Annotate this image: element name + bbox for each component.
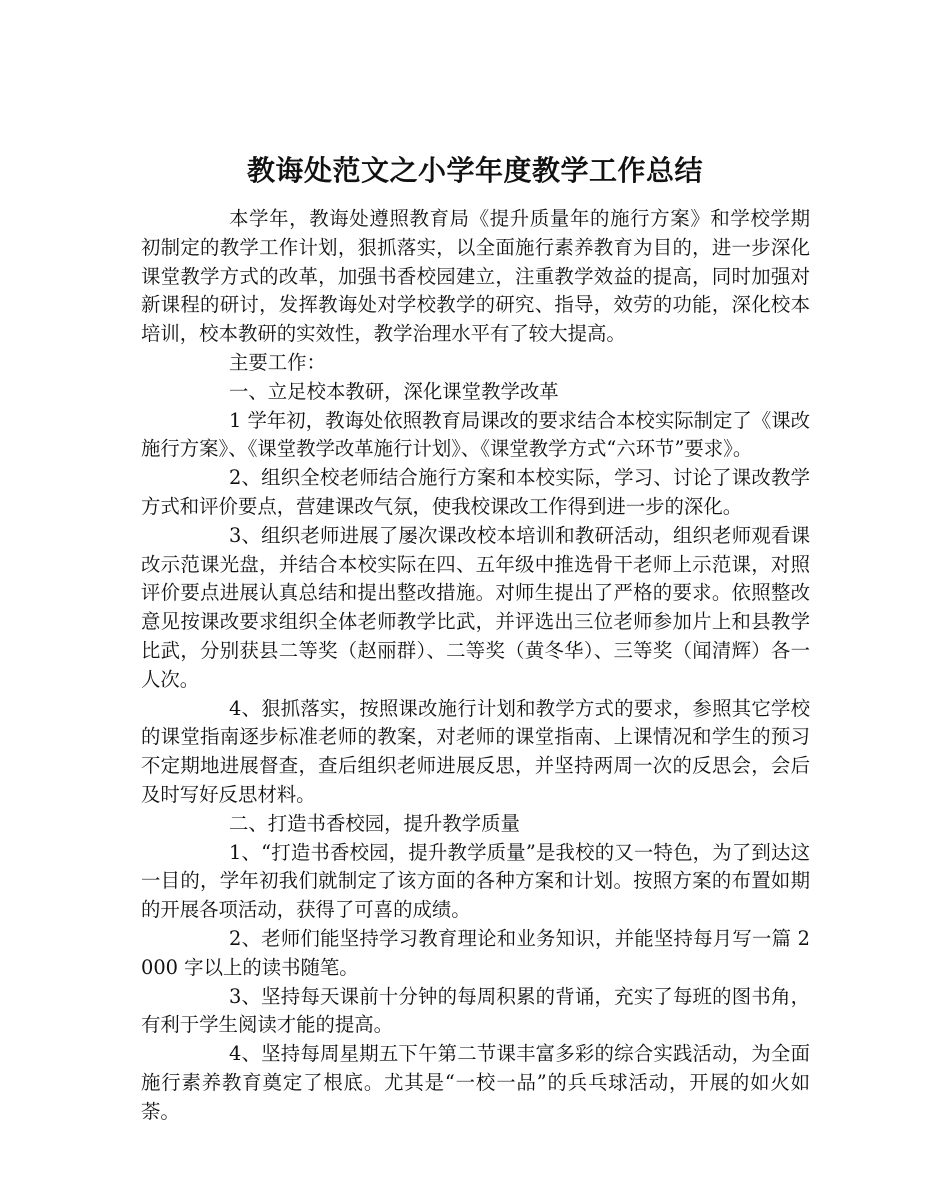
paragraph-item-1-2: 2、组织全校老师结合施行方案和本校实际，学习、讨论了课改教学方式和评价要点，营建课改气氛，使我校课改工作得到进一步的深化。: [141, 466, 810, 518]
section-heading-2: 二、打造书香校园，提升教学质量: [229, 811, 520, 835]
paragraph-item-2-1: 1、“打造书香校园，提升教学质量”是我校的又一特色，为了到达这一目的，学年初我们就制定了该方面的各种方案和计划。按照方案的布置如期的开展各项活动，获得了可喜的成绩。: [141, 840, 810, 922]
document-body: [141, 205, 810, 1127]
paragraph-intro: 本学年，教诲处遵照教育局《提升质量年的施行方案》和学校学期初制定的教学工作计划，狠抓落实，以全面施行素养教育为目的，进一步深化课堂教学方式的改革，加强书香校园建立，注重教学效益的提高，同时加强对新课程的研讨，发挥教诲处对学校教学的研究、指导，效劳的功能，深化校本培训，校本教研的实效性，教学治理水平有了较大提高。: [141, 207, 810, 346]
paragraph-item-1-3: 3、组织老师进展了屡次课改校本培训和教研活动，组织老师观看课改示范课光盘，并结合本校实际在四、五年级中推选骨干老师上示范课，对照评价要点进展认真总结和提出整改措施。对师生提出了严格的要求。依照整改意见按课改要求组织全体老师教学比武，并评选出三位老师参加片上和县教学比武，分别获县二等奖（赵丽群）、二等奖（黄冬华）、三等奖（闻清辉）各一人次。: [141, 523, 810, 691]
paragraph-item-1-1: 1 学年初，教诲处依照教育局课改的要求结合本校实际制定了《课改施行方案》、《课堂教学改革施行计划》、《课堂教学方式“六环节”要求》。: [141, 408, 810, 461]
paragraph-item-2-3: 3、坚持每天课前十分钟的每周积累的背诵，充实了每班的图书角，有利于学生阅读才能的提高。: [141, 984, 810, 1037]
paragraph-item-1-4: 4、狠抓落实，按照课改施行计划和教学方式的要求，参照其它学校的课堂指南逐步标准老师的教案，对老师的课堂指南、上课情况和学生的预习不定期地进展督查，查后组织老师进展反思，并坚持两周一次的反思会，会后及时写好反思材料。: [141, 696, 810, 806]
paragraph-main-work: 主要工作：: [229, 350, 326, 374]
paragraph-item-2-4: 4、坚持每周星期五下午第二节课丰富多彩的综合实践活动，为全面施行素养教育奠定了根底。尤其是“一校一品”的兵乓球活动，开展的如火如荼。: [141, 1042, 810, 1123]
section-heading-1: 一、立足校本教研，深化课堂教学改革: [229, 379, 559, 403]
document-title: 教诲处范文之小学年度教学工作总结: [246, 153, 703, 187]
paragraph-item-2-2: 2、老师们能坚持学习教育理论和业务知识，并能坚持每月写一篇 2000 字以上的读书随笔。: [141, 926, 810, 979]
